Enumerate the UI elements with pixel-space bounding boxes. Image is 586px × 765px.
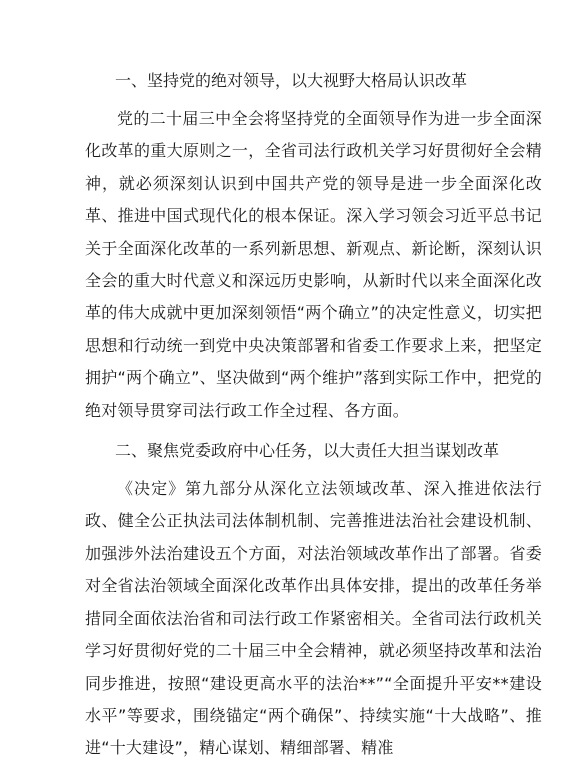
section-2-paragraph: 《决定》第九部分从深化立法领域改革、深入推进依法行政、健全公正执法司法体制机制、完善推进法治社会建设机制、加强涉外法治建设五个方面，对法治领域改革作出了部署。省委对全省法治领域全面深化改革作出具体安排，提出的改革任务举措同全面依法治省和司法行政工作紧密相关。全省司法行政机关学习好贯彻好党的二十届三中全会精神，就必须坚持改革和法治同步推进，按照“建设更高水平的法治**”“全面提升平安**建设水平”等要求，围绕锚定“两个确保”、持续实施“十大战略”、推进“十大建设”，精心谋划、精细部署、精准 (85, 479, 542, 758)
section-1-heading: 一、坚持党的绝对领导，以大视野大格局认识改革 (115, 71, 468, 90)
section-2-heading: 二、聚焦党委政府中心任务，以大责任大担当谋划改革 (115, 441, 500, 461)
section-1-paragraph: 党的二十届三中全会将坚持党的全面领导作为进一步全面深化改革的重大原则之一，全省司法行政机关学习好贯彻好全会精神，就必须深刻认识到中国共产党的领导是进一步全面深化改革、推进中国式现代化的根本保证。深入学习领会习近平总书记关于全面深化改革的一系列新思想、新观点、新论断，深刻认识全会的重大时代意义和深远历史影响，从新时代以来全面深化改革的伟大成就中更加深刻领悟“两个确立”的决定性意义，切实把思想和行动统一到党中央决策部署和省委工作要求上来，把坚定拥护“两个确立”、坚决做到“两个维护”落到实际工作中，把党的绝对领导贯穿司法行政工作全过程、各方面。 (85, 109, 542, 420)
